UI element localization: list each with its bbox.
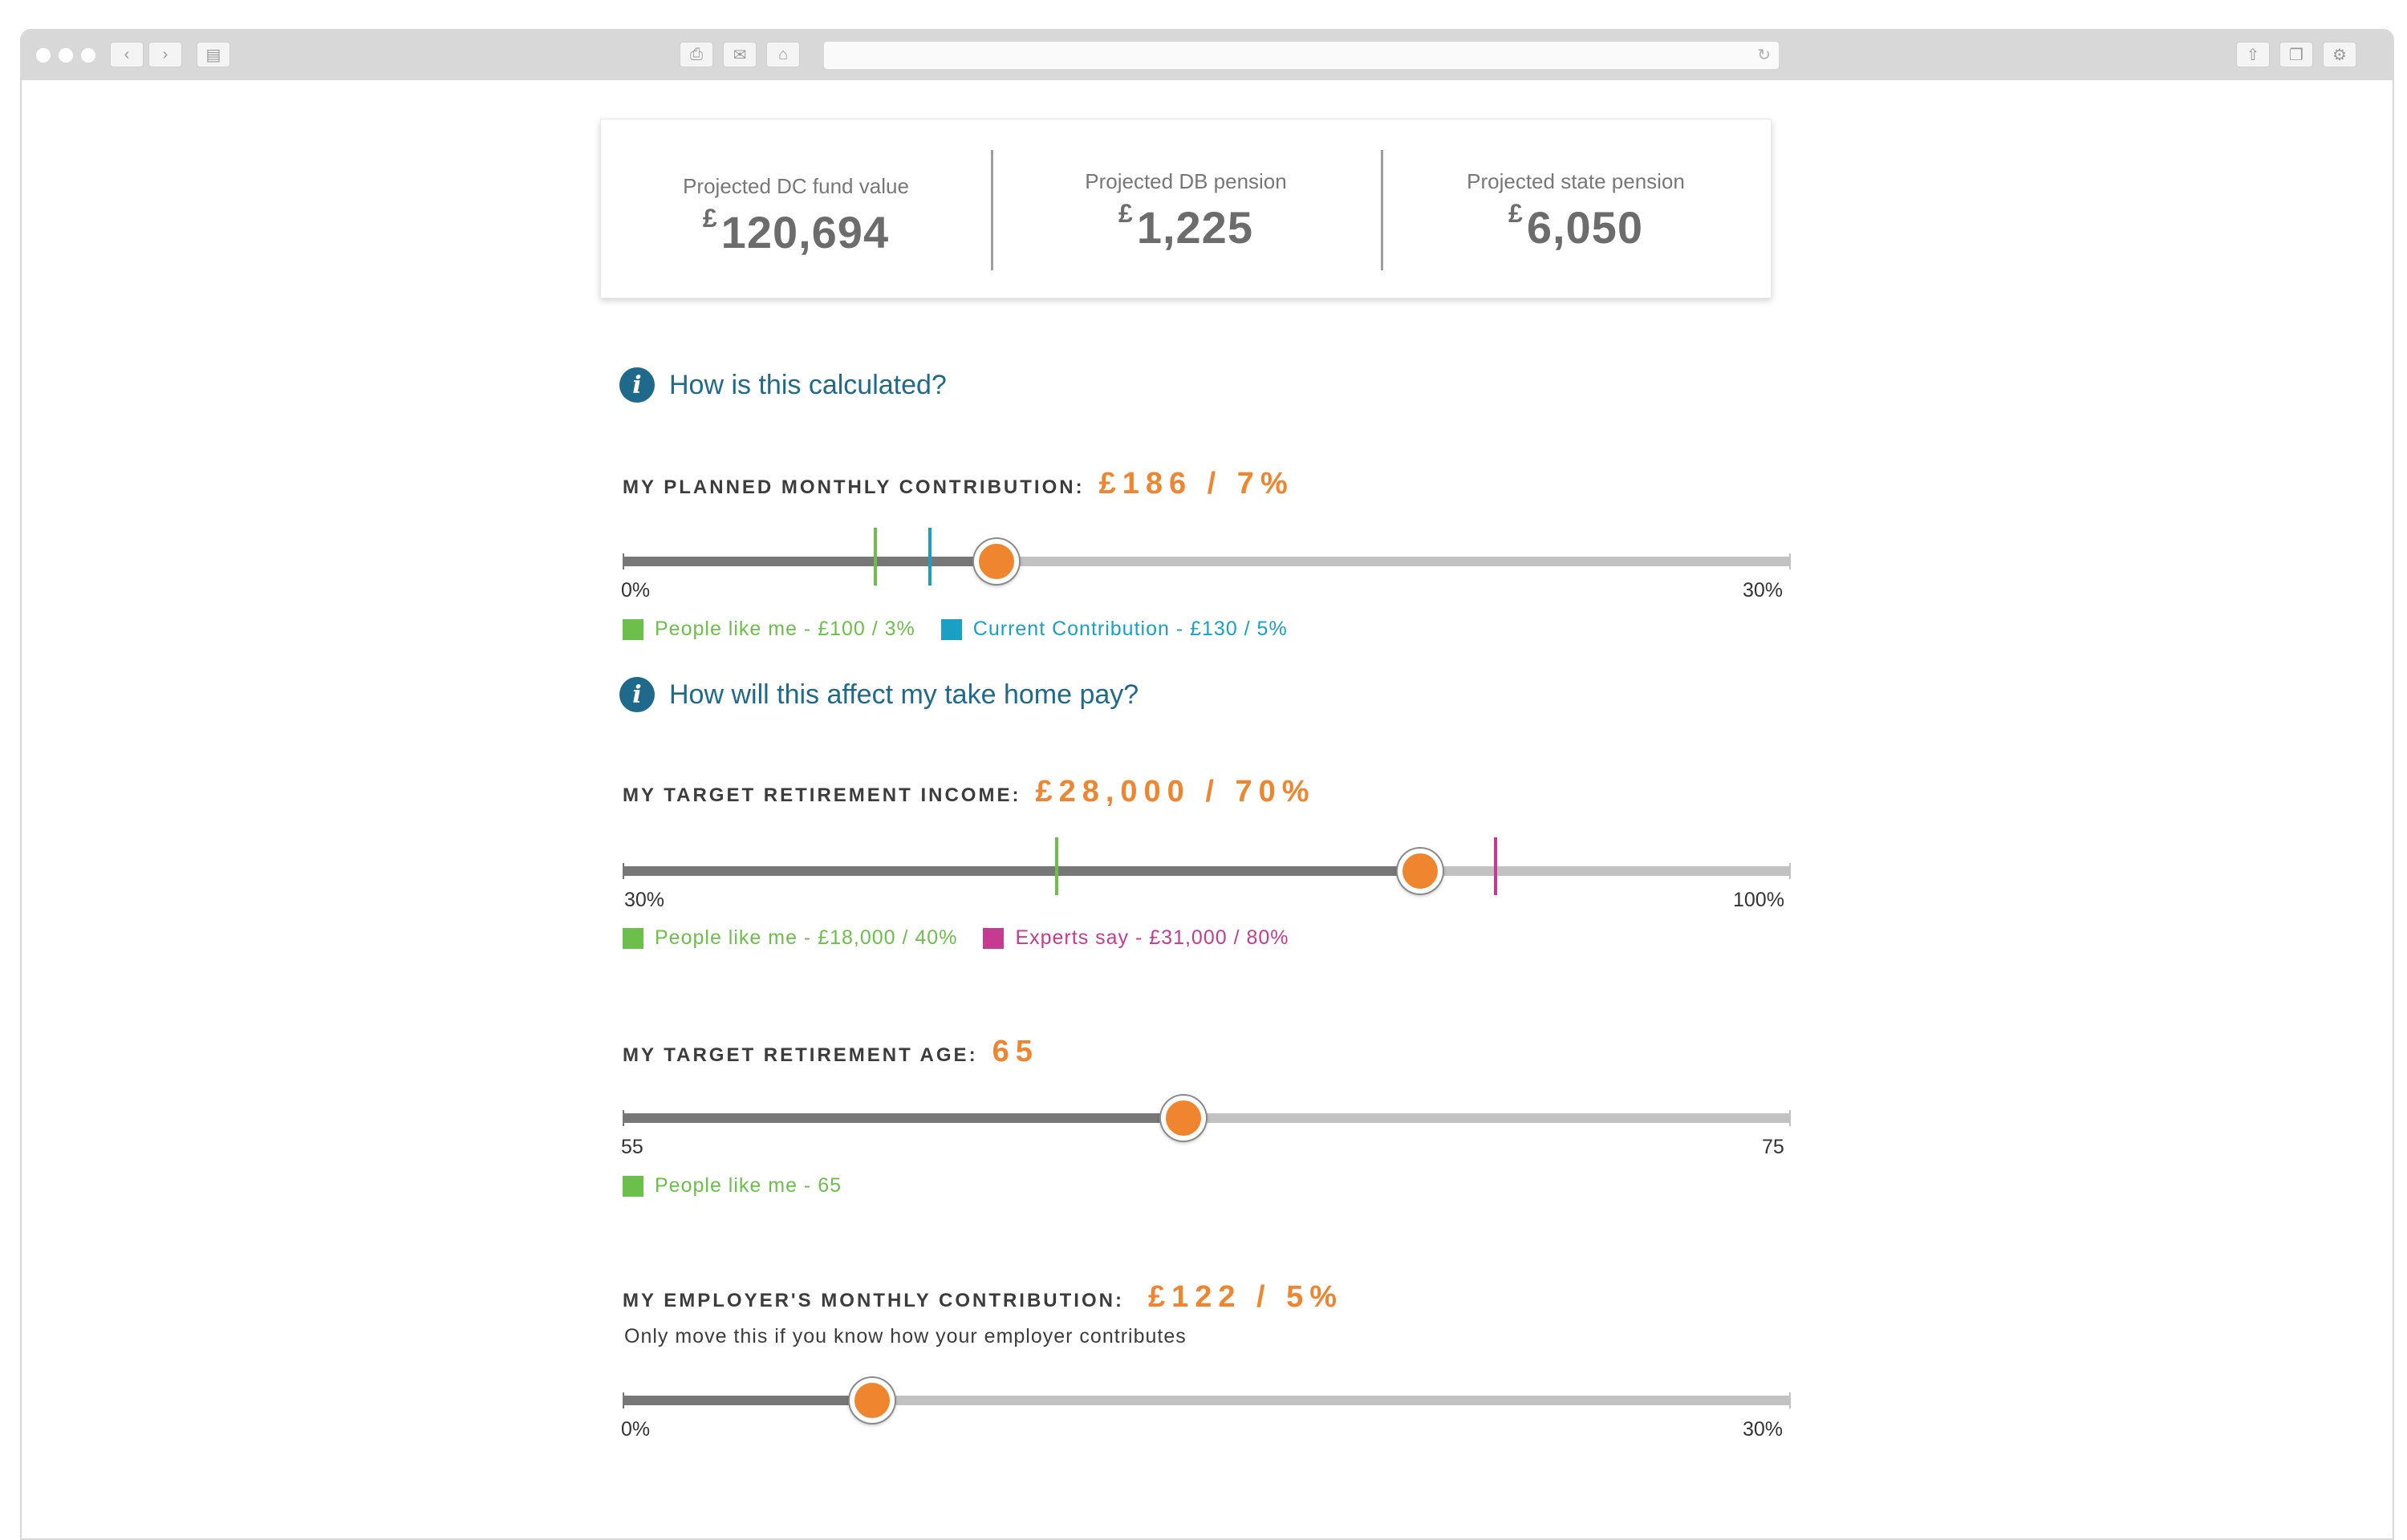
legend-item <box>623 1174 842 1198</box>
legend-item <box>623 926 957 950</box>
slider-thumb[interactable] <box>974 539 1019 584</box>
mail-icon[interactable]: ✉ <box>723 42 757 67</box>
legend-text: People like me - £18,000 / 40% <box>655 926 958 949</box>
dc-fund-label: Projected DC fund value <box>683 174 909 198</box>
dc-fund-stat <box>601 120 991 298</box>
slider-max-label: 30% <box>1743 579 1784 602</box>
info-icon: i <box>619 367 655 403</box>
sidebar-icon[interactable]: ▤ <box>197 42 230 67</box>
planned-contribution-label: MY PLANNED MONTHLY CONTRIBUTION: <box>623 476 1085 498</box>
planned-contribution-slider[interactable] <box>623 557 1791 566</box>
slider-end-tick <box>1789 553 1791 569</box>
slider-fill <box>623 1113 1183 1123</box>
info-icon: i <box>619 677 655 712</box>
close-window-dot[interactable] <box>36 48 51 63</box>
target-income-heading <box>623 775 1316 809</box>
retirement-age-slider[interactable] <box>623 1113 1791 1123</box>
slider-end-tick <box>1789 1392 1791 1408</box>
slider-max-label: 100% <box>1733 889 1784 911</box>
state-pension-amount: 6,050 <box>1526 202 1643 253</box>
forward-icon[interactable]: › <box>148 42 182 67</box>
zoom-window-dot[interactable] <box>81 48 95 63</box>
target-income-value: £28,000 / 70% <box>1035 775 1316 808</box>
slider-start-tick <box>623 1110 624 1126</box>
slider-start-tick <box>623 863 624 879</box>
target-income-slider[interactable] <box>623 866 1791 876</box>
address-bar[interactable] <box>824 42 1779 69</box>
legend-text: People like me - £100 / 3% <box>655 618 915 640</box>
slider-thumb[interactable] <box>1398 849 1443 894</box>
planned-contribution-value: £186 / 7% <box>1098 467 1294 500</box>
how-calculated-link[interactable] <box>619 367 947 403</box>
target-income-legend <box>623 926 1315 950</box>
projection-summary-card <box>600 119 1772 298</box>
slider-min-label: 0% <box>621 579 651 602</box>
retirement-age-label: MY TARGET RETIREMENT AGE: <box>623 1044 978 1066</box>
slider-end-tick <box>1789 863 1791 879</box>
currency-symbol: £ <box>702 204 718 233</box>
currency-symbol: £ <box>1118 199 1134 228</box>
db-pension-stat <box>991 120 1381 298</box>
browser-toolbar <box>22 30 2393 80</box>
slider-fill <box>623 557 996 566</box>
target-income-label: MY TARGET RETIREMENT INCOME: <box>623 784 1021 806</box>
window-controls[interactable] <box>36 48 95 63</box>
retirement-age-value: 65 <box>992 1035 1039 1068</box>
legend-item <box>623 618 915 641</box>
dc-fund-value <box>601 204 991 258</box>
tabs-icon[interactable]: ❐ <box>2279 42 2313 67</box>
take-home-pay-link[interactable] <box>619 677 1139 712</box>
planned-contribution-heading <box>623 467 1294 501</box>
print-icon[interactable]: ⎙ <box>680 42 713 67</box>
dc-fund-amount: 120,694 <box>720 207 890 257</box>
employer-contribution-note: Only move this if you know how your employer contributes <box>624 1325 1187 1348</box>
legend-item <box>983 926 1289 950</box>
slider-marker-magenta <box>1494 837 1497 895</box>
home-icon[interactable]: ⌂ <box>766 42 800 67</box>
state-pension-value <box>1381 199 1771 253</box>
slider-marker-teal <box>928 528 932 586</box>
slider-fill <box>623 866 1420 876</box>
db-pension-amount: 1,225 <box>1136 202 1253 253</box>
slider-thumb[interactable] <box>1161 1096 1206 1141</box>
legend-item <box>941 618 1288 641</box>
legend-text: Experts say - £31,000 / 80% <box>1015 926 1289 949</box>
state-pension-label: Projected state pension <box>1467 169 1685 193</box>
employer-contribution-heading <box>623 1280 1343 1315</box>
legend-text: People like me - 65 <box>655 1174 842 1197</box>
legend-swatch <box>623 1176 643 1197</box>
retirement-age-legend <box>623 1174 867 1198</box>
slider-start-tick <box>623 553 624 569</box>
slider-min-label: 30% <box>624 889 665 911</box>
db-pension-label: Projected DB pension <box>1085 169 1287 193</box>
legend-swatch <box>623 928 643 949</box>
legend-text: Current Contribution - £130 / 5% <box>972 618 1288 640</box>
slider-fill <box>623 1396 872 1405</box>
back-icon[interactable]: ‹ <box>110 42 144 67</box>
legend-swatch <box>983 928 1004 949</box>
employer-contribution-label: MY EMPLOYER'S MONTHLY CONTRIBUTION: <box>623 1290 1124 1311</box>
slider-end-tick <box>1789 1110 1791 1126</box>
employer-contribution-slider[interactable] <box>623 1396 1791 1405</box>
legend-swatch <box>941 619 962 640</box>
how-calculated-text: How is this calculated? <box>669 369 947 400</box>
retirement-age-heading <box>623 1035 1039 1069</box>
take-home-pay-text: How will this affect my take home pay? <box>669 679 1139 710</box>
slider-start-tick <box>623 1392 624 1408</box>
slider-max-label: 75 <box>1762 1136 1784 1158</box>
minimize-window-dot[interactable] <box>59 48 73 63</box>
legend-swatch <box>623 619 643 640</box>
employer-contribution-value: £122 / 5% <box>1147 1280 1344 1314</box>
slider-marker-green <box>874 528 877 586</box>
settings-icon[interactable]: ⚙ <box>2323 42 2356 67</box>
planned-contribution-legend <box>623 618 1313 641</box>
state-pension-stat <box>1381 120 1771 298</box>
db-pension-value <box>991 199 1381 253</box>
share-icon[interactable]: ⇧ <box>2236 42 2270 67</box>
slider-min-label: 0% <box>621 1418 651 1441</box>
slider-min-label: 55 <box>621 1136 643 1158</box>
currency-symbol: £ <box>1508 199 1524 228</box>
slider-marker-green <box>1055 837 1058 895</box>
slider-max-label: 30% <box>1743 1418 1784 1441</box>
slider-thumb[interactable] <box>850 1378 895 1423</box>
reload-icon[interactable]: ↻ <box>1757 47 1771 64</box>
